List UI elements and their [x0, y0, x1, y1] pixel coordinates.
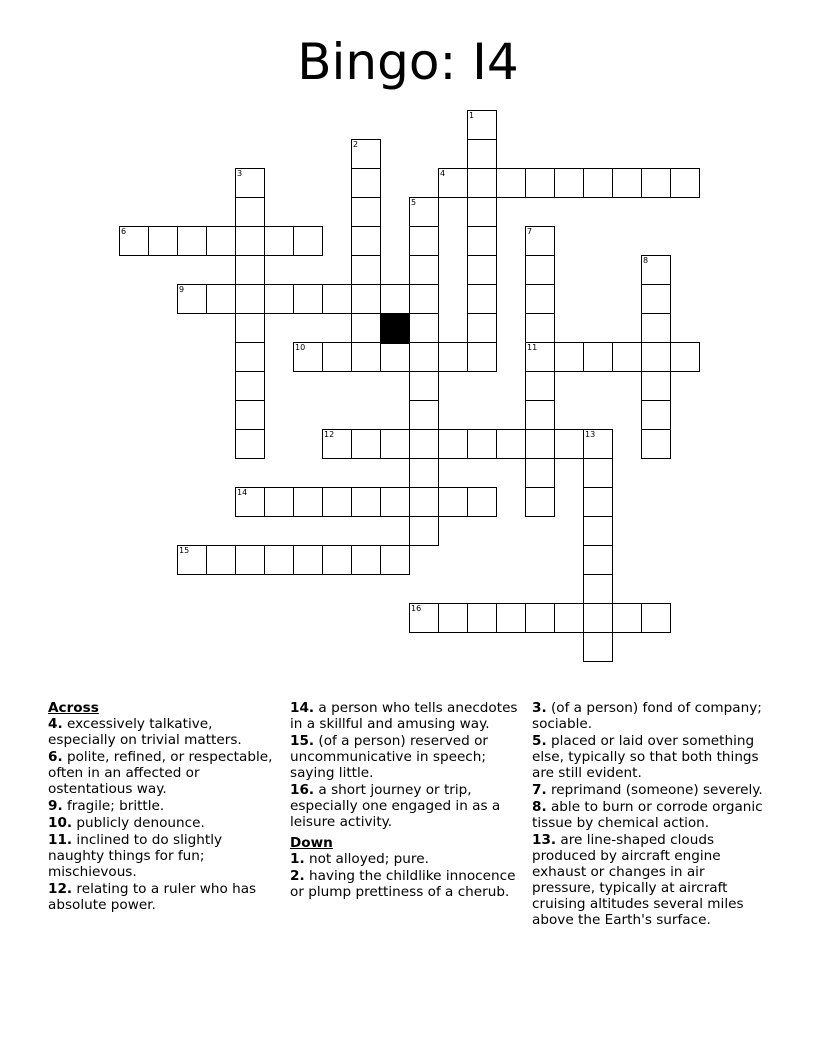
- grid-cell[interactable]: [641, 284, 671, 314]
- grid-cell[interactable]: [438, 487, 468, 517]
- grid-cell[interactable]: [670, 168, 700, 198]
- grid-cell[interactable]: [525, 429, 555, 459]
- grid-cell[interactable]: [583, 342, 613, 372]
- across-clue-14: 14. a person who tells anecdotes in a skillful and amusing way.: [290, 700, 518, 732]
- grid-cell[interactable]: [670, 342, 700, 372]
- grid-cell[interactable]: [496, 168, 526, 198]
- grid-cell[interactable]: [235, 429, 265, 459]
- grid-cell[interactable]: [467, 226, 497, 256]
- grid-cell[interactable]: [525, 342, 555, 372]
- grid-cell[interactable]: [293, 226, 323, 256]
- grid-cell[interactable]: [177, 226, 207, 256]
- grid-cell[interactable]: [467, 139, 497, 169]
- grid-cell[interactable]: [380, 545, 410, 575]
- clue-number: 16: [411, 604, 422, 613]
- grid-cell[interactable]: [351, 429, 381, 459]
- grid-cell[interactable]: [351, 255, 381, 285]
- grid-cell[interactable]: [293, 342, 323, 372]
- grid-cell[interactable]: [409, 255, 439, 285]
- grid-cell[interactable]: [583, 632, 613, 662]
- clue-number: 3: [237, 169, 243, 178]
- grid-cell[interactable]: [235, 284, 265, 314]
- across-clue-4: 4. excessively talkative, especially on trivial matters.: [48, 716, 242, 748]
- grid-cell[interactable]: [177, 284, 207, 314]
- down-clue-3: 3. (of a person) fond of company; sociable.: [532, 700, 762, 732]
- grid-cell[interactable]: [351, 487, 381, 517]
- puzzle-title: Bingo: I4: [297, 33, 519, 91]
- grid-cell[interactable]: [467, 487, 497, 517]
- grid-cell[interactable]: [409, 371, 439, 401]
- grid-cell[interactable]: [235, 342, 265, 372]
- grid-cell[interactable]: [409, 603, 439, 633]
- grid-cell[interactable]: [583, 487, 613, 517]
- grid-cell[interactable]: [641, 603, 671, 633]
- grid-cell[interactable]: [583, 516, 613, 546]
- grid-cell[interactable]: [380, 284, 410, 314]
- grid-cell[interactable]: [351, 226, 381, 256]
- grid-cell[interactable]: [293, 545, 323, 575]
- grid-cell[interactable]: [235, 168, 265, 198]
- grid-cell[interactable]: [438, 429, 468, 459]
- grid-cell[interactable]: [525, 400, 555, 430]
- grid-cell[interactable]: [612, 603, 642, 633]
- grid-cell[interactable]: [467, 342, 497, 372]
- clue-number: 8: [643, 256, 649, 265]
- grid-cell[interactable]: [641, 255, 671, 285]
- clue-number: 11: [527, 343, 538, 352]
- grid-cell[interactable]: [409, 197, 439, 227]
- clue-number: 10: [295, 343, 306, 352]
- grid-cell[interactable]: [264, 226, 294, 256]
- grid-cell[interactable]: [641, 313, 671, 343]
- grid-cell[interactable]: [467, 197, 497, 227]
- grid-cell[interactable]: [554, 168, 584, 198]
- grid-cell[interactable]: [525, 487, 555, 517]
- grid-cell[interactable]: [235, 313, 265, 343]
- grid-cell[interactable]: [235, 487, 265, 517]
- grid-cell[interactable]: [322, 342, 352, 372]
- down-heading: Down: [290, 835, 333, 851]
- grid-cell[interactable]: [525, 255, 555, 285]
- grid-cell[interactable]: [235, 226, 265, 256]
- grid-cell[interactable]: [409, 226, 439, 256]
- down-clue-2: 2. having the childlike innocence or plump prettiness of a cherub.: [290, 868, 516, 900]
- across-clue-15: 15. (of a person) reserved or uncommunicative in speech; saying little.: [290, 733, 488, 781]
- down-clue-8: 8. able to burn or corrode organic tissue by chemical action.: [532, 799, 763, 831]
- clue-number: 9: [179, 285, 185, 294]
- grid-cell[interactable]: [409, 313, 439, 343]
- grid-cell[interactable]: [554, 603, 584, 633]
- grid-cell[interactable]: [409, 400, 439, 430]
- grid-cell[interactable]: [438, 342, 468, 372]
- grid-cell[interactable]: [351, 342, 381, 372]
- grid-cell[interactable]: [322, 429, 352, 459]
- grid-cell[interactable]: [496, 429, 526, 459]
- grid-cell[interactable]: [438, 168, 468, 198]
- across-clue-10: 10. publicly denounce.: [48, 815, 205, 831]
- grid-cell[interactable]: [583, 603, 613, 633]
- clue-number: 2: [353, 140, 359, 149]
- grid-cell[interactable]: [467, 313, 497, 343]
- grid-cell[interactable]: [293, 284, 323, 314]
- clue-number: 4: [440, 169, 446, 178]
- grid-cell[interactable]: [583, 168, 613, 198]
- grid-cell[interactable]: [554, 342, 584, 372]
- grid-cell[interactable]: [351, 197, 381, 227]
- grid-cell[interactable]: [467, 110, 497, 140]
- clue-column-2: [290, 700, 522, 901]
- clue-number: 6: [121, 227, 127, 236]
- grid-cell[interactable]: [525, 168, 555, 198]
- grid-cell[interactable]: [409, 516, 439, 546]
- grid-cell[interactable]: [467, 168, 497, 198]
- grid-cell[interactable]: [612, 168, 642, 198]
- across-heading: Across: [48, 700, 99, 716]
- grid-cell[interactable]: [641, 342, 671, 372]
- down-clue-5: 5. placed or laid over something else, typically so that both things are still evident.: [532, 733, 759, 781]
- grid-cell[interactable]: [409, 429, 439, 459]
- grid-cell[interactable]: [583, 429, 613, 459]
- clue-number: 13: [585, 430, 596, 439]
- grid-cell[interactable]: [264, 284, 294, 314]
- across-clue-12: 12. relating to a ruler who has absolute power.: [48, 881, 257, 913]
- grid-cell[interactable]: [525, 458, 555, 488]
- grid-cell[interactable]: [264, 545, 294, 575]
- across-clue-6: 6. polite, refined, or respectable, often in an affected or ostentatious way.: [48, 749, 273, 797]
- clue-number: 15: [179, 546, 190, 555]
- grid-cell[interactable]: [525, 371, 555, 401]
- down-clue-7: 7. reprimand (someone) severely.: [532, 782, 763, 798]
- grid-cell[interactable]: [351, 139, 381, 169]
- grid-cell[interactable]: [206, 284, 236, 314]
- grid-cell[interactable]: [409, 487, 439, 517]
- grid-cell[interactable]: [235, 400, 265, 430]
- grid-cell[interactable]: [351, 545, 381, 575]
- grid-cell[interactable]: [380, 487, 410, 517]
- grid-cell[interactable]: [119, 226, 149, 256]
- across-clue-9: 9. fragile; brittle.: [48, 798, 165, 814]
- grid-cell[interactable]: [206, 545, 236, 575]
- clue-number: 14: [237, 488, 248, 497]
- grid-cell[interactable]: [583, 458, 613, 488]
- grid-cell[interactable]: [467, 603, 497, 633]
- grid-cell[interactable]: [235, 197, 265, 227]
- grid-cell[interactable]: [380, 342, 410, 372]
- grid-cell[interactable]: [525, 226, 555, 256]
- grid-cell[interactable]: [351, 284, 381, 314]
- grid-cell[interactable]: [467, 255, 497, 285]
- grid-cell[interactable]: [264, 487, 294, 517]
- grid-cell[interactable]: [467, 284, 497, 314]
- grid-cell[interactable]: [641, 168, 671, 198]
- grid-cell[interactable]: [525, 603, 555, 633]
- grid-cell[interactable]: [612, 342, 642, 372]
- clue-column-1: [48, 700, 280, 914]
- grid-cell[interactable]: [293, 487, 323, 517]
- grid-cell[interactable]: [467, 429, 497, 459]
- grid-cell[interactable]: [351, 313, 381, 343]
- grid-cell[interactable]: [496, 603, 526, 633]
- grid-cell[interactable]: [235, 545, 265, 575]
- grid-cell[interactable]: [641, 371, 671, 401]
- grid-cell[interactable]: [380, 429, 410, 459]
- down-clue-1: 1. not alloyed; pure.: [290, 851, 429, 867]
- grid-cell[interactable]: [235, 255, 265, 285]
- grid-cell[interactable]: [641, 400, 671, 430]
- grid-cell[interactable]: [554, 429, 584, 459]
- grid-cell[interactable]: [583, 574, 613, 604]
- grid-cell[interactable]: [322, 487, 352, 517]
- clue-number: 12: [324, 430, 335, 439]
- grid-cell[interactable]: [351, 168, 381, 198]
- across-clue-11: 11. inclined to do slightly naughty things for fun; mischievous.: [48, 832, 223, 880]
- grid-cell[interactable]: [409, 284, 439, 314]
- grid-cell[interactable]: [525, 313, 555, 343]
- grid-cell[interactable]: [438, 603, 468, 633]
- grid-cell[interactable]: [583, 545, 613, 575]
- grid-cell[interactable]: [206, 226, 236, 256]
- grid-cell[interactable]: [525, 284, 555, 314]
- grid-cell[interactable]: [409, 458, 439, 488]
- down-clue-13: 13. are line-shaped clouds produced by aircraft engine exhaust or changes in air pressure, typically at aircraft cruising altitudes several miles above the Earth's surface.: [532, 832, 744, 928]
- clue-column-3: [532, 700, 770, 929]
- grid-cell[interactable]: [177, 545, 207, 575]
- clue-number: 7: [527, 227, 533, 236]
- grid-cell[interactable]: [148, 226, 178, 256]
- grid-cell[interactable]: [641, 429, 671, 459]
- across-clue-16: 16. a short journey or trip, especially one engaged in as a leisure activity.: [290, 782, 501, 830]
- grid-cell[interactable]: [322, 284, 352, 314]
- black-square: [380, 314, 410, 344]
- grid-cell[interactable]: [409, 342, 439, 372]
- grid-cell[interactable]: [235, 371, 265, 401]
- clue-number: 5: [411, 198, 417, 207]
- grid-cell[interactable]: [322, 545, 352, 575]
- clue-number: 1: [469, 111, 475, 120]
